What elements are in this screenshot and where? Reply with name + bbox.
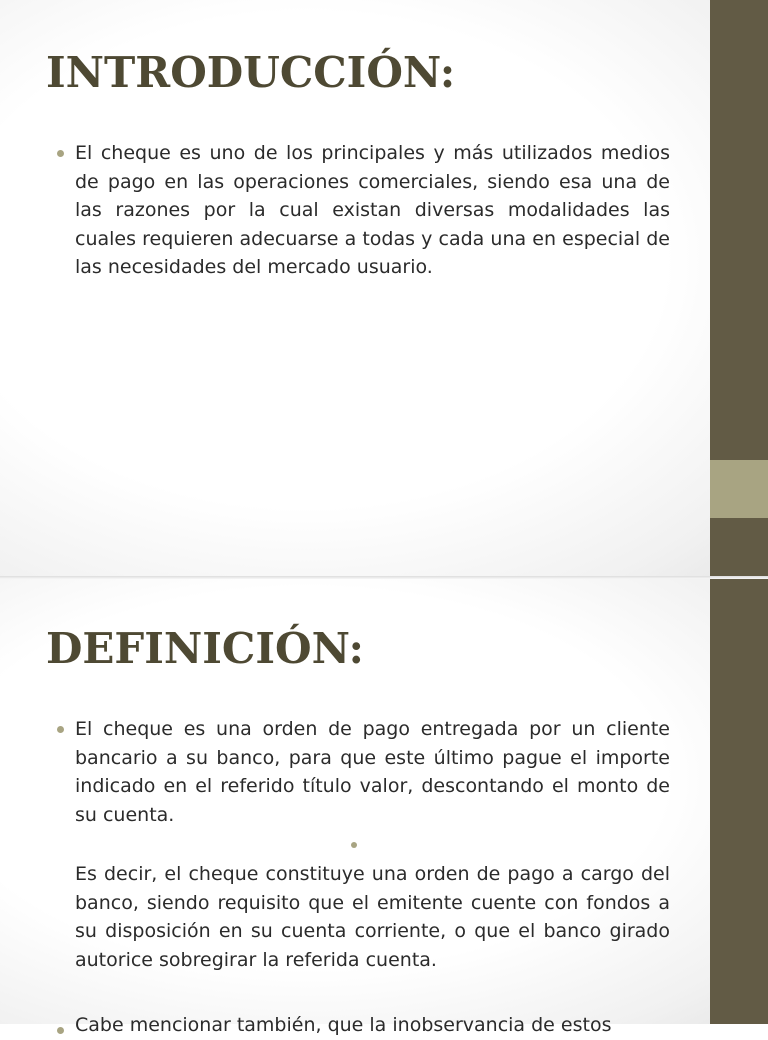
bullet-dot-icon bbox=[351, 842, 357, 848]
bullet-dot-icon bbox=[57, 150, 64, 157]
slide-divider bbox=[0, 576, 768, 579]
bullet-text: El cheque es una orden de pago entregada por un cliente bancario a su banco, para que este último pague el importe indicado en el referido título valor, descontando el monto de su cuenta. bbox=[75, 718, 670, 826]
bullet-dot-icon bbox=[57, 1027, 64, 1034]
slide-sidebar bbox=[710, 0, 768, 578]
slide-title: INTRODUCCIÓN: bbox=[46, 48, 456, 97]
bullet-dot-icon bbox=[57, 726, 64, 733]
bullet-text: Cabe mencionar también, que la inobservancia de estos bbox=[75, 1014, 612, 1036]
bullet-text: Es decir, el cheque constituye una orden de pago a cargo del banco, siendo requisito que el emitente cuente con fondos a su disposición en su cuenta corriente, o que el banco girado autorice sobregirar la referida cuenta. bbox=[75, 863, 670, 971]
slide-sidebar bbox=[710, 578, 768, 1024]
slide-title: DEFINICIÓN: bbox=[46, 624, 364, 673]
sidebar-accent-block bbox=[710, 460, 768, 518]
slide-definicion bbox=[0, 578, 768, 1036]
bullet-text: El cheque es uno de los principales y más utilizados medios de pago en las operaciones comerciales, siendo esa una de las razones por la cual existan diversas modalidades las cuales requieren adecuarse a todas y cada una en especial de las necesidades del mercado usuario. bbox=[75, 142, 670, 278]
